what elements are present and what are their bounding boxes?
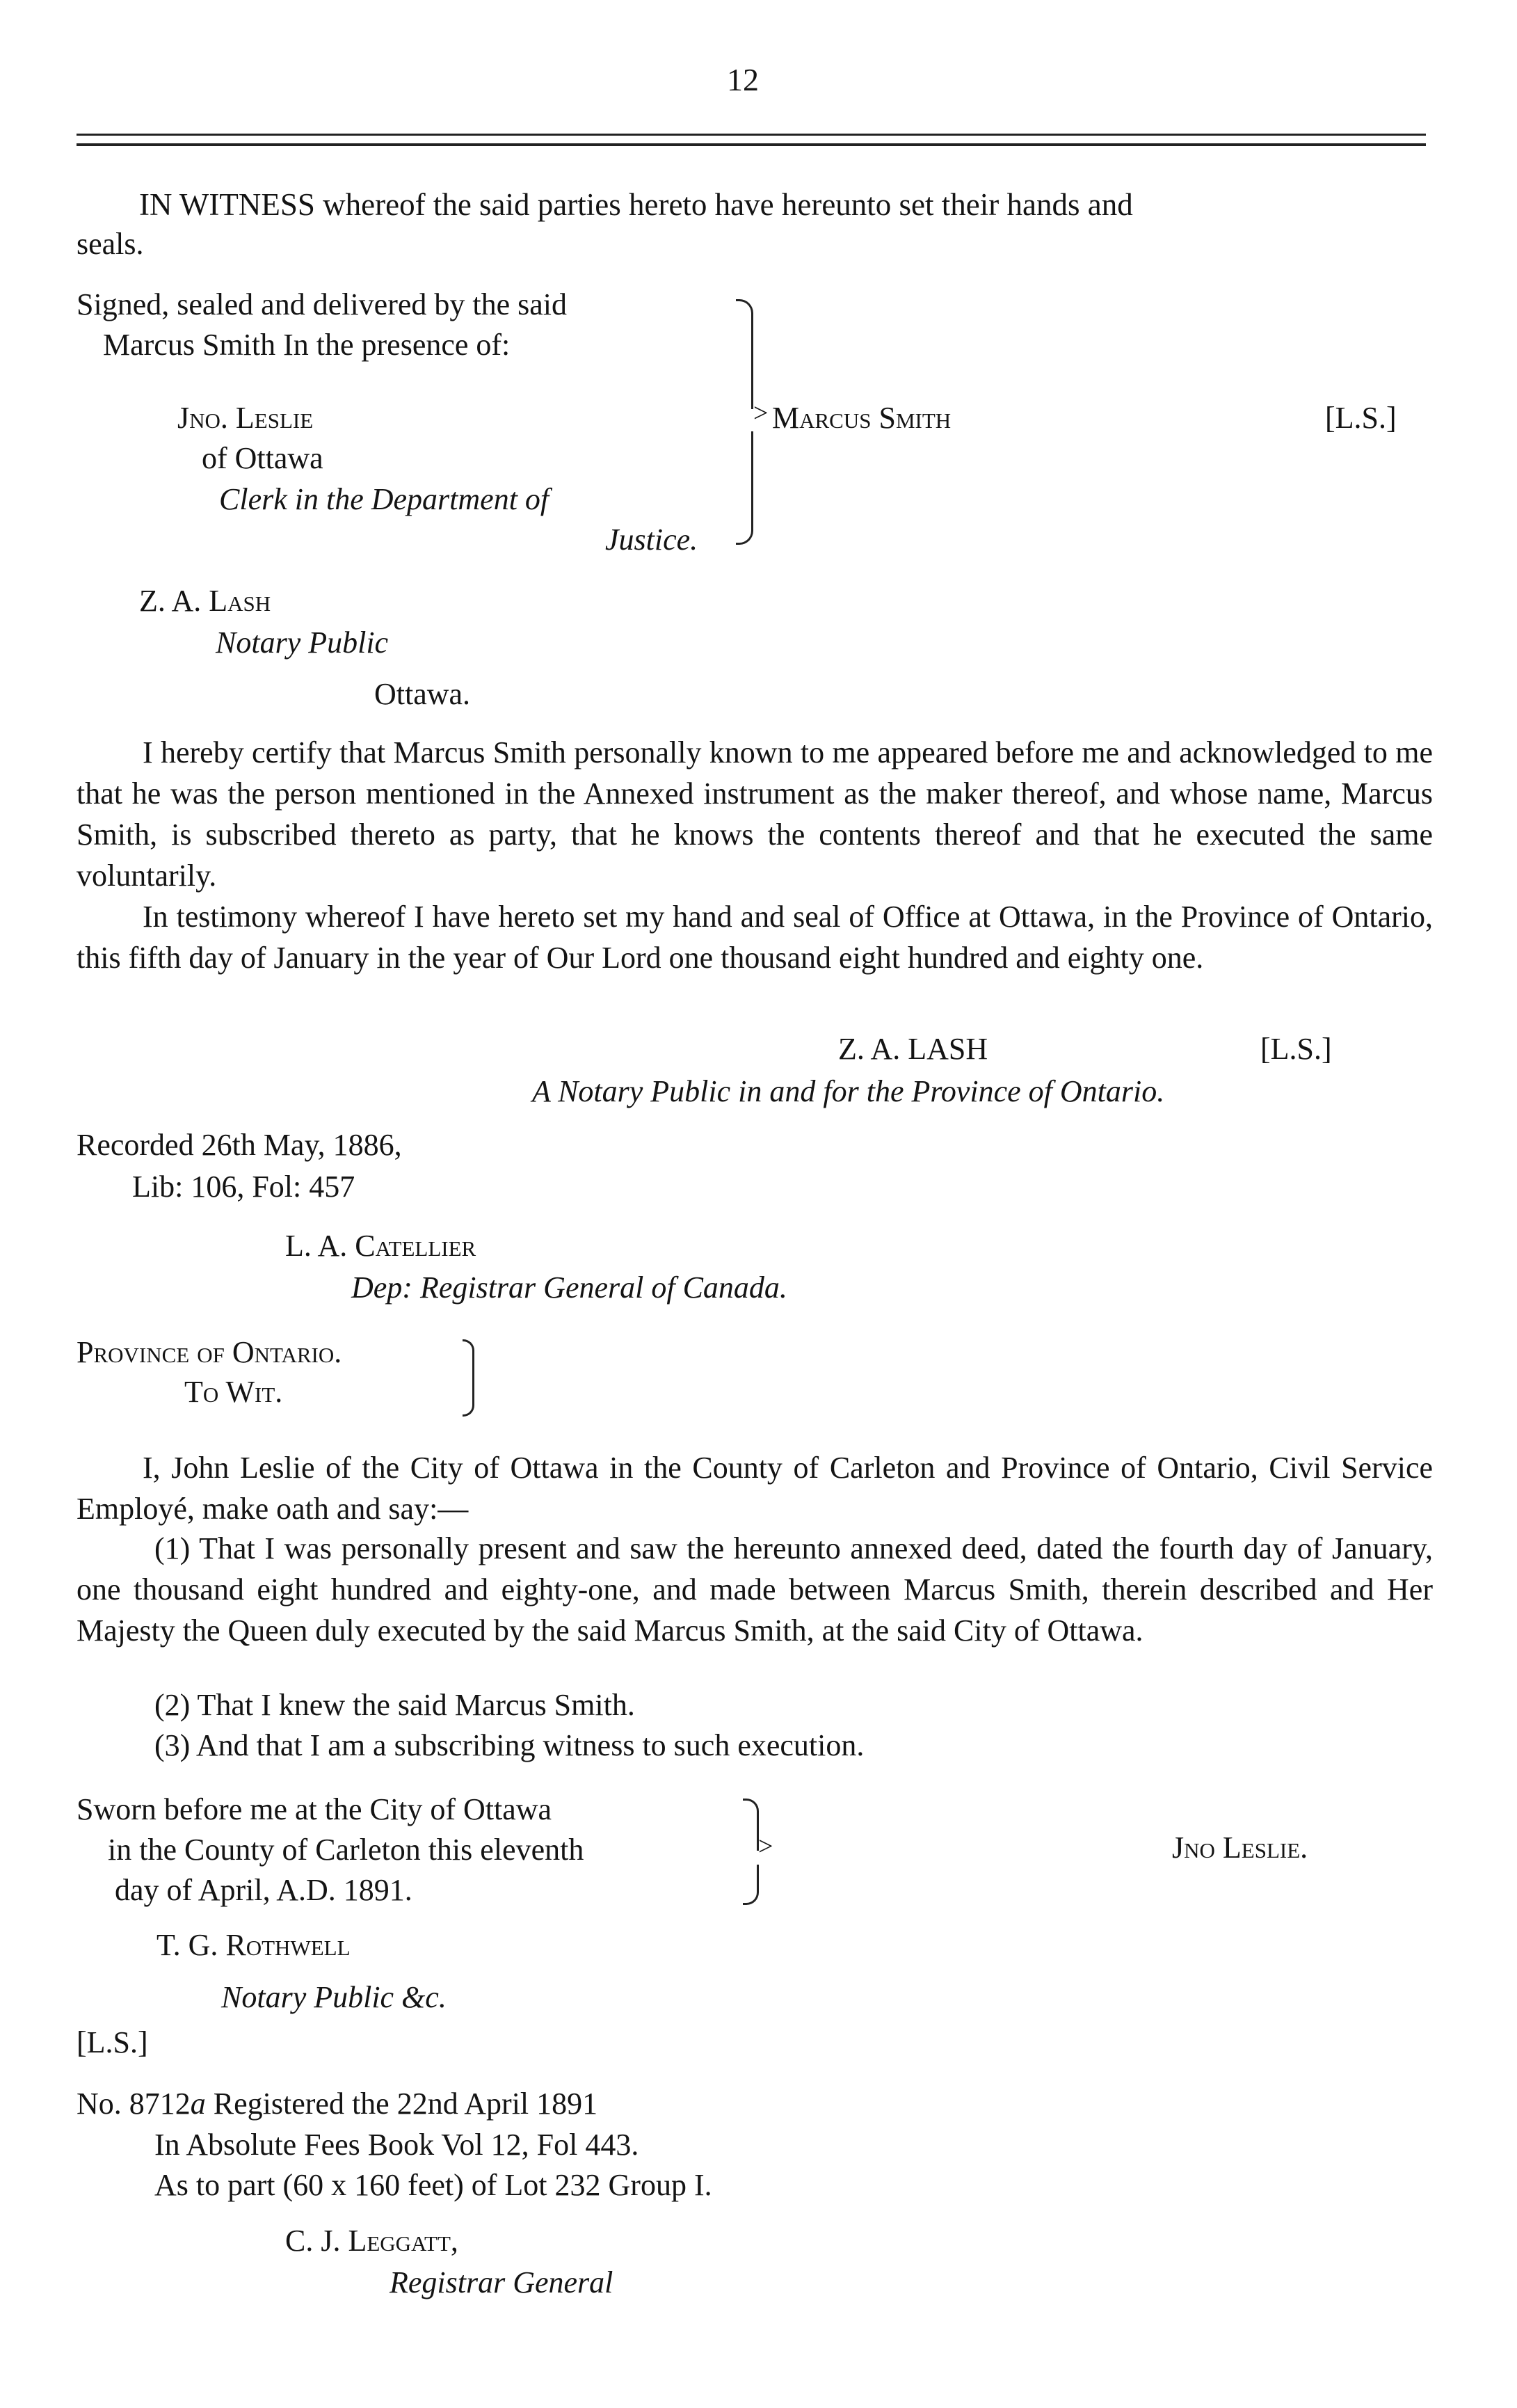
jurat-line2: in the County of Carleton this eleventh	[108, 1833, 584, 1867]
registration-registrar-title: Registrar General	[390, 2265, 613, 2299]
header-rule-bottom	[77, 143, 1426, 146]
witness-place: of Ottawa	[202, 441, 323, 475]
certificate-seal: [L.S.]	[1260, 1032, 1332, 1066]
affidavit-item3: (3) And that I am a subscribing witness to such execution.	[154, 1728, 865, 1762]
certificate-signer: Z. A. LASH	[838, 1032, 988, 1066]
affidavit-item1: (1) That I was personally present and saw the hereunto annexed deed, dated the fourth day of January, one thousand eight hundred and eighty-one, and made between Marcus Smith, therein described and Her Majesty the Queen duly executed by the said Marcus Smith, at the said City of Ottawa.	[77, 1531, 1433, 1648]
certificate-signer-title: A Notary Public in and for the Province of Ontario.	[532, 1074, 1165, 1108]
certificate-paragraph1: I hereby certify that Marcus Smith personally known to me appeared before me and acknowledged to me that he was the person mentioned in the Annexed instrument as the maker thereof, and whose name, Marcus Smith, is subscribed thereto as party, that he knows the contents thereof and that he executed the same voluntarily.	[77, 735, 1433, 893]
jurat-brace-bottom	[743, 1865, 759, 1905]
registrar-name: L. A. Catellier	[285, 1229, 476, 1263]
registration-number: No. 8712	[77, 2087, 191, 2121]
jurat-notary-name: T. G. Rothwell	[156, 1928, 351, 1962]
header-rule-top	[77, 134, 1426, 136]
venue-line2: To Wit.	[184, 1375, 283, 1409]
witness-name: Jno. Leslie	[177, 401, 314, 435]
page-number: 12	[727, 62, 759, 97]
witness-title-line1: Clerk in the Department of	[219, 482, 549, 516]
jurat-line1: Sworn before me at the City of Ottawa	[77, 1792, 552, 1826]
notary-place: Ottawa.	[374, 677, 471, 711]
signed-line2: Marcus Smith In the presence of:	[103, 328, 511, 362]
witness-clause-line1: IN WITNESS whereof the said parties hereto have hereunto set their hands and	[139, 187, 1133, 222]
execution-brace-point: >	[753, 399, 769, 428]
registration-line2: In Absolute Fees Book Vol 12, Fol 443.	[154, 2128, 639, 2162]
jurat-line3: day of April, A.D. 1891.	[115, 1873, 412, 1907]
venue-line1: Province of Ontario.	[77, 1335, 342, 1369]
notary-title: Notary Public	[216, 625, 389, 660]
signed-line1: Signed, sealed and delivered by the said	[77, 287, 568, 321]
registration-line3: As to part (60 x 160 feet) of Lot 232 Group I.	[154, 2168, 712, 2202]
venue-brace	[463, 1339, 474, 1417]
jurat-brace-point: >	[758, 1832, 773, 1861]
notary-name: Z. A. Lash	[139, 584, 271, 618]
registrar-title: Dep: Registrar General of Canada.	[351, 1270, 787, 1305]
affidavit-item2: (2) That I knew the said Marcus Smith.	[154, 1688, 635, 1722]
deponent-signature: Jno Leslie.	[1172, 1831, 1308, 1865]
registration-date: Registered the 22nd April 1891	[205, 2087, 598, 2121]
witness-title-line2: Justice.	[605, 523, 698, 557]
affidavit-intro: I, John Leslie of the City of Ottawa in the County of Carleton and Province of Ontario, Civil Service Employé, make oath and say:—	[77, 1451, 1433, 1526]
certificate-paragraph2: In testimony whereof I have hereto set my hand and seal of Office at Ottawa, in the Province of Ontario, this fifth day of January in the year of Our Lord one thousand eight hundred and eighty one.	[77, 900, 1433, 975]
execution-brace-top	[736, 299, 753, 409]
registration-line1	[77, 2086, 597, 2121]
registration-number-suffix: a	[190, 2087, 206, 2121]
witness-clause-line2: seals.	[77, 227, 144, 261]
signatory-seal: [L.S.]	[1325, 401, 1397, 435]
registration-registrar-name: C. J. Leggatt,	[285, 2224, 458, 2258]
execution-brace-bottom	[736, 431, 753, 545]
recorded-line2: Lib: 106, Fol: 457	[132, 1170, 355, 1204]
jurat-notary-title: Notary Public &c.	[221, 1980, 447, 2014]
recorded-line1: Recorded 26th May, 1886,	[77, 1128, 402, 1162]
jurat-seal: [L.S.]	[77, 2025, 148, 2059]
jurat-brace-top	[743, 1799, 759, 1851]
signatory-name: Marcus Smith	[772, 401, 952, 435]
